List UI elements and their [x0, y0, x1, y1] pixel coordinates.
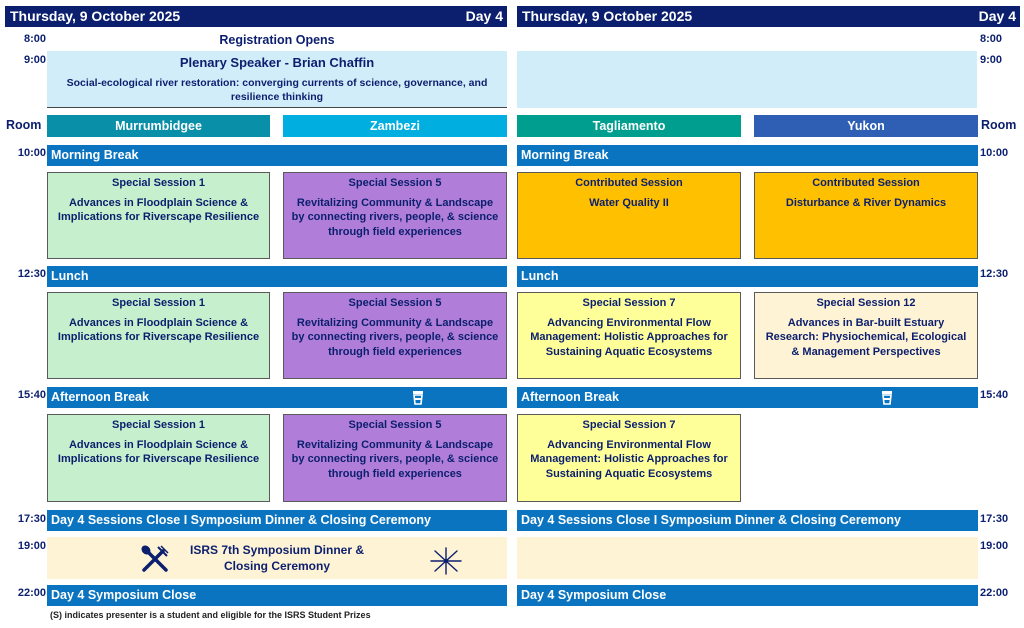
session-title: Special Session 1	[112, 177, 205, 189]
session-title: Special Session 12	[816, 297, 916, 309]
session-title: Special Session 5	[348, 177, 442, 189]
session-desc: Advancing Environmental Flow Management: Holistic Approaches for Sustaining Aquatic Ecosystems	[530, 438, 728, 480]
room-tagliamento: Tagliamento	[517, 115, 741, 137]
time-1900-left: 19:00	[17, 540, 46, 552]
right-day-header	[517, 6, 1020, 27]
session-desc: Advances in Floodplain Science & Implications for Riverscape Resilience	[57, 316, 260, 343]
footnote: (S) indicates presenter is a student and eligible for the ISRS Student Prizes	[50, 610, 371, 620]
session-tagliamento-2[interactable]	[517, 292, 741, 379]
plenary-title: Plenary Speaker - Brian Chaffin	[179, 55, 375, 70]
plenary-block-right	[517, 51, 977, 108]
left-day: Day 4	[465, 8, 503, 24]
morning-break-left: Morning Break	[47, 145, 507, 166]
left-day-header	[5, 6, 507, 27]
room-yukon: Yukon	[754, 115, 978, 137]
session-title: Special Session 7	[582, 297, 676, 309]
morning-break-right: Morning Break	[517, 145, 978, 166]
time-1540-left: 15:40	[17, 389, 46, 401]
session-desc: Revitalizing Community & Landscape by connecting rivers, people, & science through field experiences	[291, 438, 499, 480]
time-800-left: 8:00	[23, 33, 46, 45]
afternoon-break-label: Afternoon Break	[521, 390, 619, 404]
session-desc: Advances in Floodplain Science & Implications for Riverscape Resilience	[57, 196, 260, 223]
session-title: Special Session 1	[112, 297, 205, 309]
sessions-close-left: Day 4 Sessions Close I Symposium Dinner & Closing Ceremony	[47, 510, 507, 531]
left-date: Thursday, 9 October 2025	[10, 8, 181, 24]
symposium-close-right: Day 4 Symposium Close	[517, 585, 978, 606]
session-desc: Disturbance & River Dynamics	[785, 196, 947, 209]
room-murrumbidgee: Murrumbidgee	[47, 115, 270, 137]
coffee-cup-icon	[412, 390, 424, 405]
afternoon-break-label: Afternoon Break	[51, 390, 149, 404]
afternoon-break-right	[517, 387, 978, 408]
session-title: Contributed Session	[575, 177, 683, 189]
afternoon-break-left	[47, 387, 507, 408]
session-title: Special Session 5	[348, 297, 442, 309]
coffee-cup-icon	[881, 390, 893, 405]
time-900-left: 9:00	[23, 54, 46, 66]
time-1900-right: 19:00	[980, 540, 1009, 552]
time-1730-left: 17:30	[17, 513, 46, 525]
session-yukon-2[interactable]	[754, 292, 978, 379]
session-title: Special Session 1	[112, 419, 205, 431]
symposium-close-left: Day 4 Symposium Close	[47, 585, 507, 606]
session-murrumbidgee-3[interactable]	[47, 414, 270, 502]
time-1000-right: 10:00	[980, 147, 1009, 159]
cutlery-icon	[139, 543, 171, 575]
session-zambezi-3[interactable]	[283, 414, 507, 502]
room-label-left: Room	[6, 118, 42, 132]
room-label-right: Room	[981, 118, 1017, 132]
session-desc: Water Quality II	[589, 196, 669, 209]
time-1540-right: 15:40	[980, 389, 1009, 401]
session-desc: Advances in Floodplain Science & Implications for Riverscape Resilience	[57, 438, 260, 465]
time-900-right: 9:00	[980, 54, 1003, 66]
plenary-block	[47, 51, 507, 108]
session-desc: Revitalizing Community & Landscape by connecting rivers, people, & science through field experiences	[291, 196, 499, 238]
session-title: Contributed Session	[812, 177, 920, 189]
session-tagliamento-3[interactable]	[517, 414, 741, 502]
plenary-talk: Social-ecological river restoration: converging currents of science, governance, and resilience thinking	[66, 77, 488, 103]
sessions-close-right: Day 4 Sessions Close I Symposium Dinner & Closing Ceremony	[517, 510, 978, 531]
lunch-left: Lunch	[47, 266, 507, 287]
dinner-block	[47, 537, 507, 579]
time-800-right: 8:00	[980, 33, 1003, 45]
session-zambezi-2[interactable]	[283, 292, 507, 379]
session-title: Special Session 5	[348, 419, 442, 431]
session-desc: Revitalizing Community & Landscape by connecting rivers, people, & science through field experiences	[291, 316, 499, 358]
session-desc: Advances in Bar-built Estuary Research: Physiochemical, Ecological & Management Perspectives	[765, 316, 967, 358]
dinner-block-right	[517, 537, 978, 579]
session-murrumbidgee-1[interactable]	[47, 172, 270, 259]
time-1000-left: 10:00	[17, 147, 46, 159]
room-zambezi: Zambezi	[283, 115, 507, 137]
time-2200-left: 22:00	[17, 587, 46, 599]
time-1730-right: 17:30	[980, 513, 1009, 525]
session-yukon-1[interactable]	[754, 172, 978, 259]
session-title: Special Session 7	[582, 419, 676, 431]
time-1230-left: 12:30	[17, 268, 46, 280]
right-day: Day 4	[978, 8, 1016, 24]
time-2200-right: 22:00	[980, 587, 1009, 599]
lunch-right: Lunch	[517, 266, 978, 287]
session-desc: Advancing Environmental Flow Management: Holistic Approaches for Sustaining Aquatic Ecosystems	[530, 316, 728, 358]
session-murrumbidgee-2[interactable]	[47, 292, 270, 379]
registration-opens: Registration Opens	[219, 33, 335, 47]
right-date: Thursday, 9 October 2025	[522, 8, 693, 24]
fireworks-icon	[427, 545, 465, 577]
session-tagliamento-1[interactable]	[517, 172, 741, 259]
time-1230-right: 12:30	[980, 268, 1009, 280]
dinner-title: ISRS 7th Symposium Dinner & Closing Ceremony	[189, 543, 365, 573]
session-zambezi-1[interactable]	[283, 172, 507, 259]
